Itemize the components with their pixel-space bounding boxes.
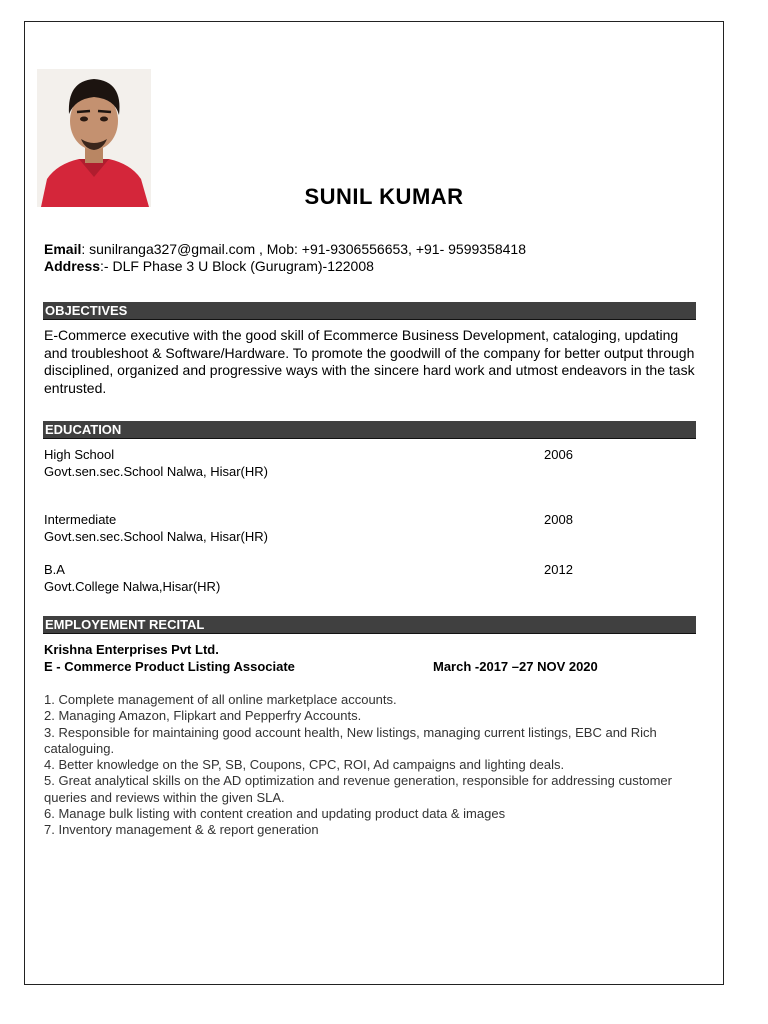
duty-item: 5. Great analytical skills on the AD optimization and revenue generation, responsible for addressing customer queries and reviews within the given SLA. [44, 773, 672, 805]
job-role: E - Commerce Product Listing Associate [44, 659, 295, 674]
employment-header [44, 641, 295, 675]
duty-item: 2. Managing Amazon, Flipkart and Pepperfry Accounts. [44, 708, 362, 724]
education-item [44, 446, 644, 480]
education-heading: EDUCATION [43, 421, 696, 439]
candidate-name: SUNIL KUMAR [304, 184, 464, 209]
duty-item: 4. Better knowledge on the SP, SB, Coupons, CPC, ROI, Ad campaigns and lighting deals. [44, 757, 565, 773]
education-item [44, 561, 644, 595]
objectives-heading: OBJECTIVES [43, 302, 696, 320]
address-value: :- DLF Phase 3 U Block (Gurugram)-122008 [100, 258, 374, 274]
education-year: 2012 [544, 562, 573, 577]
employment-period: March -2017 –27 NOV 2020 [433, 659, 598, 674]
email-value: : sunilranga327@gmail.com , Mob: +91-9306556653, +91- 9599358418 [81, 241, 526, 257]
duty-item: 3. Responsible for maintaining good account health, New listings, managing current listings, EBC and Rich cataloguing. [44, 724, 657, 756]
education-school: Govt.sen.sec.School Nalwa, Hisar(HR) [44, 464, 268, 479]
duty-item: 1. Complete management of all online marketplace accounts. [44, 692, 397, 707]
employment-heading: EMPLOYEMENT RECITAL [43, 616, 696, 634]
duties-list [44, 692, 694, 839]
education-degree: High School [44, 447, 115, 462]
education-school: Govt.sen.sec.School Nalwa, Hisar(HR) [44, 529, 268, 544]
education-school: Govt.College Nalwa,Hisar(HR) [44, 579, 221, 594]
email-label: Email [44, 241, 82, 257]
objectives-text: E-Commerce executive with the good skill of Ecommerce Business Development, cataloging, updating and troubleshoot & Software/Hardware. To promote the goodwill of the company for better output through disciplined, organized and progressive ways with the sincere hard work and utmost endeavors in the task entrusted. [44, 327, 695, 396]
address-line [44, 258, 526, 275]
duty-item: 7. Inventory management & & report generation [44, 822, 319, 838]
education-year: 2006 [544, 447, 573, 462]
education-year: 2008 [544, 512, 573, 527]
company-name: Krishna Enterprises Pvt Ltd. [44, 642, 219, 657]
education-degree: Intermediate [44, 512, 117, 527]
address-label: Address [44, 258, 101, 274]
education-item [44, 511, 644, 545]
education-degree: B.A [44, 562, 65, 577]
duty-item: 6. Manage bulk listing with content creation and updating product data & images [44, 806, 506, 822]
contact-block [44, 241, 526, 275]
email-line [44, 241, 526, 258]
